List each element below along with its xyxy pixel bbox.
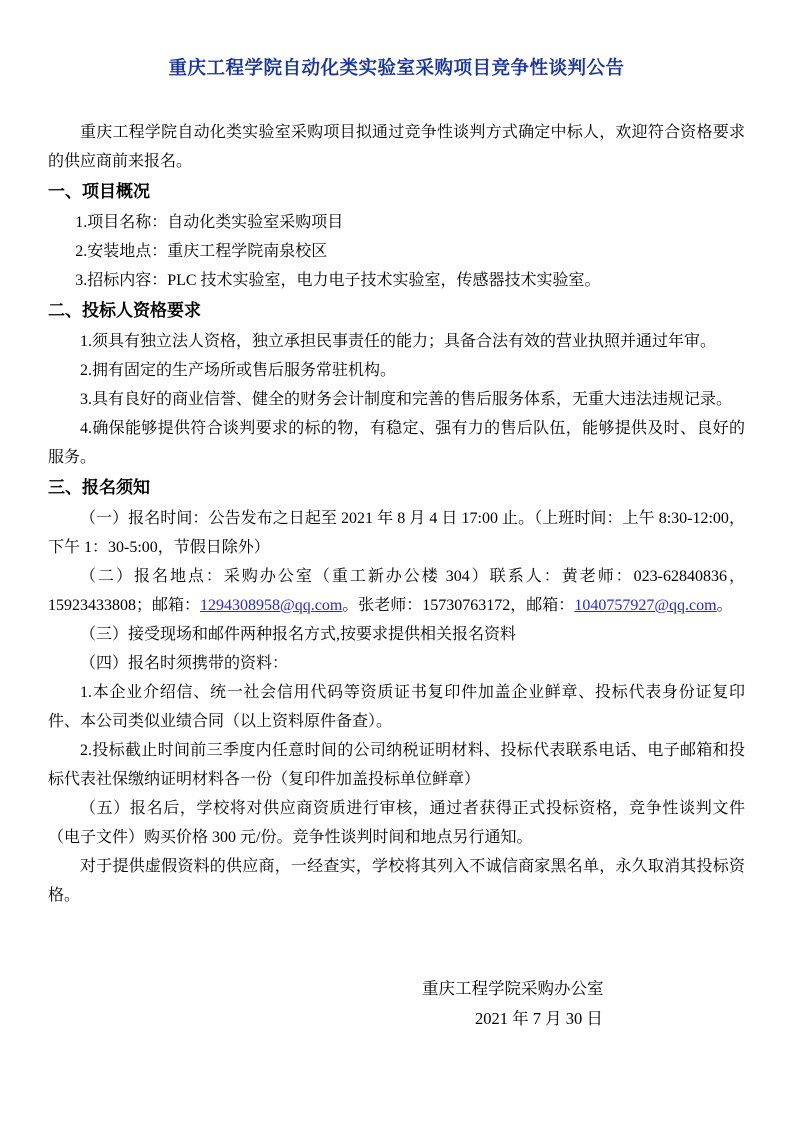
registration-location-text-before: （二）报名地点：采购办公室（重工新办公楼 304）联系人：黄老师：023-62840836，15923433808；邮箱： — [48, 568, 745, 614]
signature-block — [48, 974, 745, 1034]
qualification-item-1: 1.须具有独立法人资格，独立承担民事责任的能力；具备合法有效的营业执照并通过年审。 — [80, 333, 717, 350]
registration-method-item: （三）接受现场和邮件两种报名方式,按要求提供相关报名资料 — [80, 626, 517, 643]
section-1-heading: 一、项目概况 — [48, 182, 150, 201]
section-3-heading: 三、报名须知 — [48, 478, 150, 497]
qualification-item-2: 2.拥有固定的生产场所或售后服务常驻机构。 — [80, 362, 397, 379]
registration-location-text-middle: 。张老师：15730763172，邮箱： — [342, 597, 575, 614]
qualification-item-4: 4.确保能够提供符合谈判要求的标的物，有稳定、强有力的售后队伍，能够提供及时、良好的服务。 — [48, 420, 745, 466]
qualification-item-3: 3.具有良好的商业信誉、健全的财务会计制度和完善的售后服务体系，无重大违法违规记录。 — [80, 391, 733, 408]
required-materials-item-2: 2.投标截止时间前三季度内任意时间的公司纳税证明材料、投标代表联系电话、电子邮箱和投标代表社保缴纳证明材料各一份（复印件加盖投标单位鲜章） — [48, 742, 745, 788]
registration-time-item: （一）报名时间：公告发布之日起至 2021 年 8 月 4 日 17:00 止。（上班时间：上午 8:30-12:00，下午 1：30-5:00，节假日除外） — [48, 510, 745, 556]
bid-content-item: 3.招标内容：PLC 技术实验室，电力电子技术实验室，传感器技术实验室。 — [75, 272, 601, 289]
email-link-huang[interactable]: 1294308958@qq.com — [200, 597, 343, 614]
required-materials-item-1: 1.本企业介绍信、统一社会信用代码等资质证书复印件加盖企业鲜章、投标代表身份证复印件、本公司类似业绩合同（以上资料原件备查）。 — [48, 684, 745, 730]
section-2-heading: 二、投标人资格要求 — [48, 301, 201, 320]
project-name-item: 1.项目名称：自动化类实验室采购项目 — [75, 214, 344, 231]
signature-date: 2021 年 7 月 30 日 — [475, 1009, 603, 1028]
signature-org: 重庆工程学院采购办公室 — [422, 979, 604, 998]
registration-location-text-after: 。 — [716, 597, 733, 614]
install-location-item: 2.安装地点：重庆工程学院南泉校区 — [75, 243, 328, 260]
document-title: 重庆工程学院自动化类实验室采购项目竞争性谈判公告 — [168, 57, 625, 78]
email-link-zhang[interactable]: 1040757927@qq.com — [574, 597, 717, 614]
intro-paragraph: 重庆工程学院自动化类实验室采购项目拟通过竞争性谈判方式确定中标人，欢迎符合资格要求的供应商前来报名。 — [48, 124, 745, 170]
registration-location-item — [48, 562, 745, 620]
review-and-fee-item: （五）报名后，学校将对供应商资质进行审核，通过者获得正式投标资格，竞争性谈判文件（电子文件）购买价格 300 元/份。竞争性谈判时间和地点另行通知。 — [48, 800, 745, 846]
required-materials-label: （四）报名时须携带的资料： — [80, 655, 289, 672]
false-materials-warning: 对于提供虚假资料的供应商，一经查实，学校将其列入不诚信商家黑名单，永久取消其投标资格。 — [48, 858, 745, 904]
